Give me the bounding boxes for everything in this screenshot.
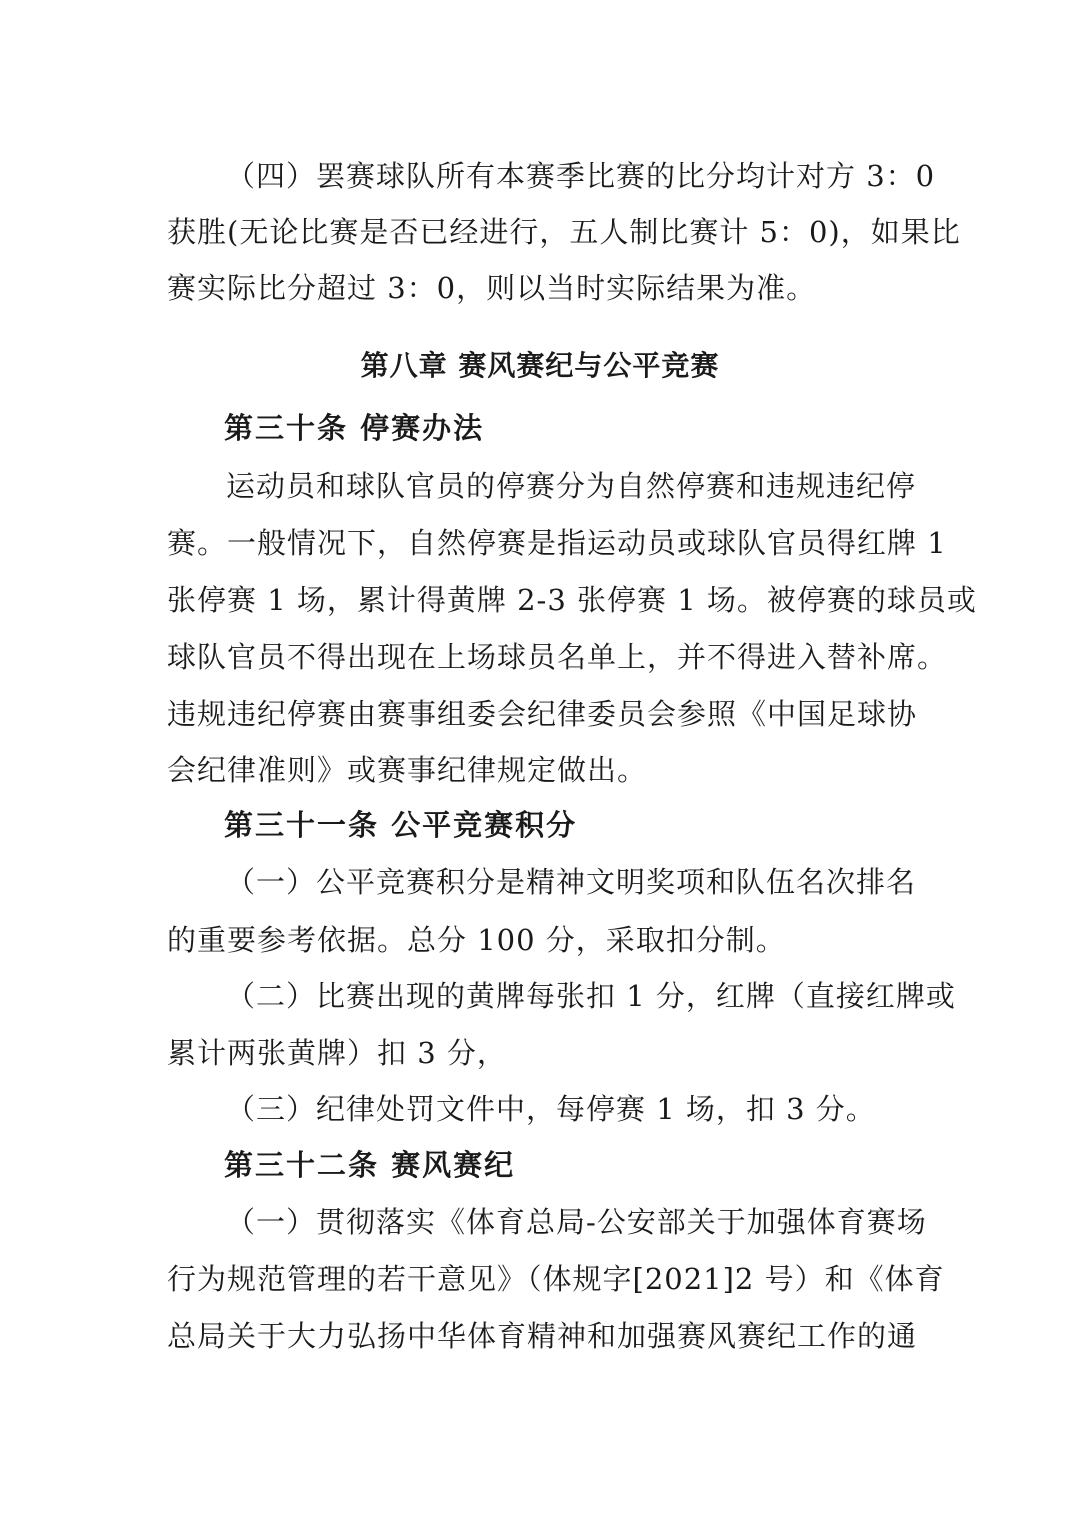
paragraph-line: 会纪律准则》或赛事纪律规定做出。: [167, 753, 648, 787]
paragraph-line: 累计两张黄牌）扣 3 分，: [167, 1036, 507, 1070]
paragraph-line: 获胜(无论比赛是否已经进行，五人制比赛计 5：0)，如果比: [167, 215, 961, 249]
article-heading: 第三十二条 赛风赛纪: [224, 1148, 516, 1182]
paragraph-line: （二）比赛出现的黄牌每张扣 1 分，红牌（直接红牌或: [226, 979, 956, 1013]
paragraph-line: 张停赛 1 场，累计得黄牌 2-3 张停赛 1 场。被停赛的球员或: [167, 583, 977, 617]
paragraph-line: 违规违纪停赛由赛事组委会纪律委员会参照《中国足球协: [167, 697, 918, 731]
paragraph-line: 运动员和球队官员的停赛分为自然停赛和违规违纪停: [226, 469, 917, 503]
chapter-title: 第八章 赛风赛纪与公平竞赛: [360, 349, 720, 382]
article-heading: 第三十一条 公平竞赛积分: [224, 808, 578, 842]
paragraph-line: 总局关于大力弘扬中华体育精神和加强赛风赛纪工作的通: [167, 1319, 918, 1353]
paragraph-line: （三）纪律处罚文件中，每停赛 1 场，扣 3 分。: [226, 1092, 876, 1126]
paragraph-line: （四）罢赛球队所有本赛季比赛的比分均计对方 3：0: [226, 159, 936, 193]
article-heading: 第三十条 停赛办法: [224, 411, 485, 445]
paragraph-line: （一）公平竞赛积分是精神文明奖项和队伍名次排名: [226, 865, 917, 899]
paragraph-line: 赛。一般情况下，自然停赛是指运动员或球队官员得红牌 1: [167, 526, 947, 560]
paragraph-line: 赛实际比分超过 3：0，则以当时实际结果为准。: [167, 271, 817, 305]
paragraph-line: 球队官员不得出现在上场球员名单上，并不得进入替补席。: [167, 640, 948, 674]
paragraph-line: 的重要参考依据。总分 100 分，采取扣分制。: [167, 923, 786, 957]
paragraph-line: 行为规范管理的若干意见》（体规字[2021]2 号）和《体育: [167, 1262, 945, 1296]
paragraph-line: （一）贯彻落实《体育总局-公安部关于加强体育赛场: [226, 1205, 927, 1239]
